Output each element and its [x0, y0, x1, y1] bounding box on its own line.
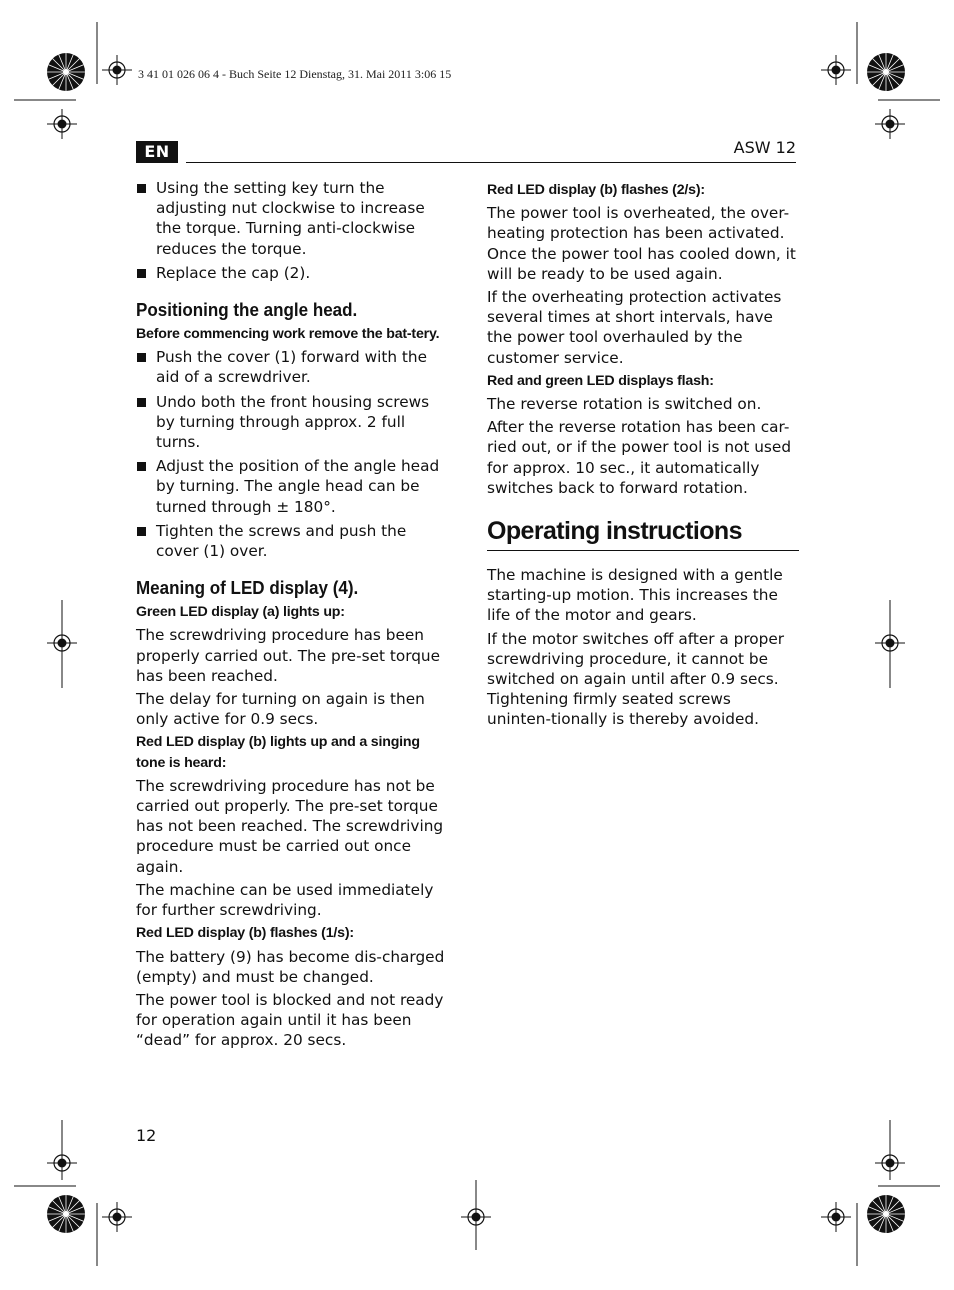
paragraph: The machine can be used immediately for further screwdriving.	[136, 880, 434, 920]
list-item: Using the setting key turn the adjusting nut clockwise to increase the torque. Turning anti-clockwise reduces the torque.	[136, 178, 448, 259]
paragraph: The delay for turning on again is then only active for 0.9 secs.	[136, 690, 425, 729]
note-heading: Before commencing work remove the bat-tery.	[136, 326, 440, 343]
page-number: 12	[136, 1126, 157, 1145]
bullet-square-icon	[137, 398, 146, 407]
list-item: Tighten the screws and push the cover (1) over.	[136, 521, 448, 561]
paragraph: If the motor switches off after a proper screwdriving procedure, it cannot be switched on again until after 0.9 secs. Tightening firmly seated screws uninten-tionally is thereby avoided.	[487, 629, 785, 729]
paragraph: The power tool is blocked and not ready for operation again until it has been “dead” for approx. 20 secs.	[136, 990, 444, 1050]
list-item: Undo both the front housing screws by turning through approx. 2 full turns.	[136, 392, 448, 453]
paragraph: The screwdriving procedure has been properly carried out. The pre-set torque has been reached.	[136, 626, 441, 685]
language-badge: EN	[136, 141, 178, 163]
subheading-green-led: Green LED display (a) lights up:	[136, 604, 345, 621]
subheading-red-green-led: Red and green LED displays flash:	[487, 372, 714, 389]
paragraph: The reverse rotation is switched on.	[487, 395, 762, 414]
print-slug: 3 41 01 026 06 4 - Buch Seite 12 Dienstag, 31. Mai 2011 3:06 15	[138, 67, 452, 81]
paragraph: If the overheating protection activates several times at short intervals, have the power tool overhauled by the customer service.	[487, 288, 782, 367]
header-rule	[186, 162, 796, 163]
model-name: ASW 12	[733, 138, 796, 157]
bullet-square-icon	[137, 527, 146, 536]
subheading-red-led-tone: Red LED display (b) lights up and a singing tone is heard:	[136, 734, 420, 771]
subheading-red-led-1s: Red LED display (b) flashes (1/s):	[136, 925, 354, 942]
paragraph: The screwdriving procedure has not be carried out properly. The pre-set torque has not been reached. The screwdriving procedure must be carried out once again.	[136, 776, 444, 876]
bullet-square-icon	[137, 184, 146, 193]
right-column	[487, 178, 799, 733]
bullet-square-icon	[137, 353, 146, 362]
section-heading-led: Meaning of LED display (4).	[136, 577, 359, 599]
list-item: Adjust the position of the angle head by turning. The angle head can be turned through ± 180°.	[136, 456, 448, 517]
bullet-square-icon	[137, 462, 146, 471]
paragraph: The machine is designed with a gentle starting-up motion. This increases the life of the motor and gears.	[487, 566, 783, 625]
list-item: Replace the cap (2).	[136, 263, 448, 283]
section-title-operating-instructions: Operating instructions	[487, 516, 799, 551]
subheading-red-led-2s: Red LED display (b) flashes (2/s):	[487, 182, 705, 198]
bullet-square-icon	[137, 269, 146, 278]
section-heading-angle-head: Positioning the angle head.	[136, 299, 358, 321]
list-item: Push the cover (1) forward with the aid of a screwdriver.	[136, 347, 448, 387]
paragraph: The battery (9) has become dis-charged (empty) and must be changed.	[136, 947, 445, 986]
paragraph: After the reverse rotation has been car-ried out, or if the power tool is not used for approx. 10 sec., it automatically switches back to forward rotation.	[487, 418, 792, 497]
paragraph: The power tool is overheated, the over-heating protection has been activated. Once the power tool has cooled down, it will be ready to be used again.	[487, 204, 796, 283]
left-column	[136, 178, 448, 1054]
